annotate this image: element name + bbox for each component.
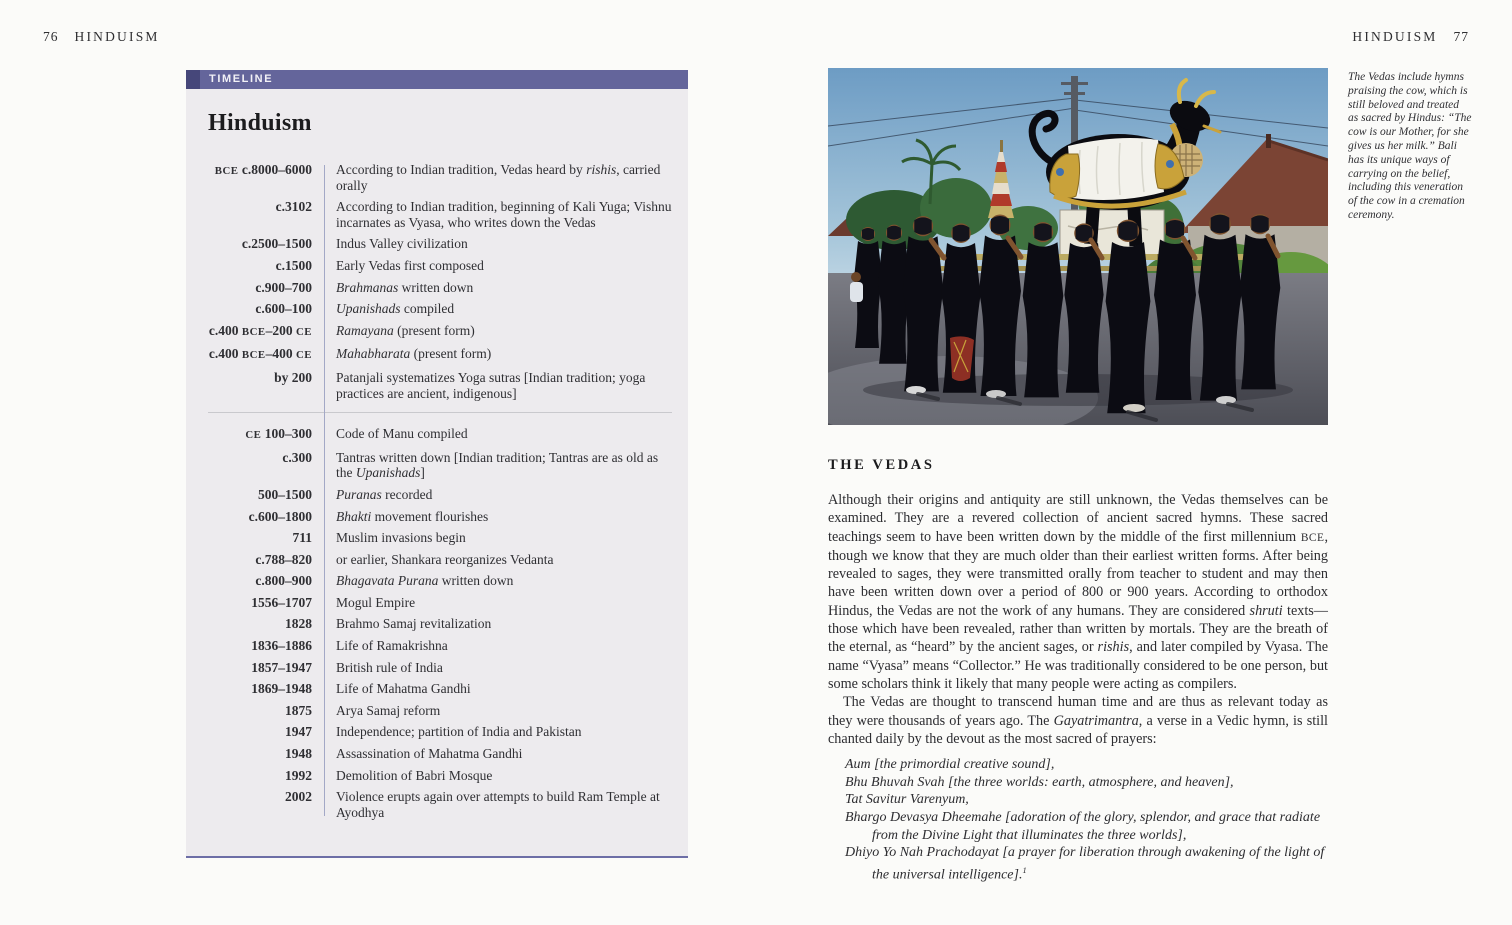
timeline-entry-description: Mahabharata (present form) <box>336 346 492 362</box>
timeline-entry <box>208 450 672 481</box>
timeline-entry <box>208 789 672 820</box>
timeline-entry <box>208 162 672 193</box>
verse-line: Bhu Bhuvah Svah [the three worlds: earth, atmosphere, and heaven], <box>845 774 1234 790</box>
left-page-number: 76 <box>43 29 59 44</box>
timeline-entry-date: c.400 BCE–200 CE <box>208 322 312 338</box>
left-running-head <box>43 29 160 45</box>
timeline-entry-date: c.600–100 <box>255 301 312 317</box>
timeline-box <box>186 70 688 858</box>
timeline-entry <box>208 573 672 589</box>
timeline-entry-date: 711 <box>292 530 312 546</box>
timeline-entry <box>208 595 672 611</box>
timeline-entry-date: 1992 <box>285 767 312 783</box>
timeline-entry <box>208 426 672 444</box>
right-running-head <box>1352 29 1469 45</box>
timeline-entry-date: c.400 BCE–400 CE <box>208 346 312 362</box>
timeline-entry-description: Upanishads compiled <box>336 301 455 317</box>
gayatri-mantra-verse <box>845 756 1328 884</box>
timeline-section-bce <box>208 162 672 401</box>
timeline-entry-description: Early Vedas first composed <box>336 257 484 273</box>
timeline-entry-description: Bhakti movement flourishes <box>336 508 489 524</box>
timeline-entry-date: c.900–700 <box>255 279 312 295</box>
timeline-entry-description: According to Indian tradition, Vedas heard by rishis, carried orally <box>336 162 661 193</box>
timeline-entry-description: According to Indian tradition, beginning of Kali Yuga; Vishnu incarnates as Vyasa, who writes down the Vedas <box>336 199 672 230</box>
timeline-entry-date: c.3102 <box>275 199 312 215</box>
timeline-entry-date: c.600–1800 <box>248 508 312 524</box>
verse-line: Dhiyo Yo Nah Prachodayat [a prayer for liberation through awakening of the light of the universal intelligence].$^1$ <box>845 845 1325 883</box>
timeline-entry-date: c.800–900 <box>255 573 312 589</box>
timeline-entry-date: 1869–1948 <box>251 681 312 697</box>
timeline-entry-description: Brahmanas written down <box>336 279 474 295</box>
left-running-head-title: HINDUISM <box>74 29 160 44</box>
article-paragraph-2: The Vedas are thought to transcend human time and are thus as relevant today as they were thousands of years ago. The Gayatrimantra, a verse in a Vedic hymn, is still chanted daily by the devout as the most sacred of prayers: <box>828 694 1328 747</box>
timeline-entry-description: Independence; partition of India and Pakistan <box>336 724 582 740</box>
right-running-head-title: HINDUISM <box>1352 29 1438 44</box>
timeline-entry <box>208 258 672 274</box>
photo-caption: The Vedas include hymns praising the cow, which is still beloved and treated as sacred by Hindus: “The cow is our Mother, for she gives us her milk.” Bali has its unique ways of carrying on the belief, including this veneration of the cow in a cremation ceremony. <box>1348 71 1472 221</box>
timeline-entry-date: c.1500 <box>275 257 312 273</box>
vedas-article <box>828 457 1328 884</box>
timeline-header-bar <box>186 70 688 89</box>
timeline-entry-description: Arya Samaj reform <box>336 702 441 718</box>
timeline-content <box>186 89 688 856</box>
timeline-vertical-rule <box>324 165 325 816</box>
timeline-entry-description: Brahmo Samaj revitalization <box>336 616 492 632</box>
timeline-entry-date: 1556–1707 <box>251 594 312 610</box>
timeline-entry <box>208 552 672 568</box>
timeline-entry <box>208 681 672 697</box>
article-heading: THE VEDAS <box>828 457 935 473</box>
timeline-entry <box>208 301 672 317</box>
timeline-entry <box>208 616 672 632</box>
timeline-entry-date: BCE c.8000–6000 <box>214 162 312 177</box>
timeline-entry-description: Code of Manu compiled <box>336 426 468 442</box>
timeline-entry-description: British rule of India <box>336 659 443 675</box>
timeline-entry-description: Life of Ramakrishna <box>336 638 448 654</box>
timeline-entry <box>208 638 672 654</box>
timeline-entry <box>208 323 672 341</box>
timeline-entry <box>208 236 672 252</box>
timeline-entry <box>208 370 672 401</box>
timeline-bar-cap <box>186 70 200 89</box>
timeline-entry-date: 1828 <box>285 616 312 632</box>
timeline-entry-description: Tantras written down [Indian tradition; Tantras are as old as the Upanishads] <box>336 449 659 481</box>
timeline-entry-date: c.2500–1500 <box>241 236 312 252</box>
timeline-label: TIMELINE <box>209 73 274 85</box>
cremation-ceremony-photo <box>828 68 1328 425</box>
timeline-entry-date: 1875 <box>285 702 312 718</box>
verse-line: Tat Savitur Varenyum, <box>845 792 969 808</box>
timeline-entry <box>208 509 672 525</box>
timeline-entry-description: Indus Valley civilization <box>336 236 468 252</box>
timeline-entry-date: c.788–820 <box>255 551 312 567</box>
verse-line: Bhargo Devasya Dheemahe [adoration of the glory, splendor, and grace that radiate from the Divine Light that illuminates the three worlds], <box>845 809 1321 843</box>
timeline-entry-date: by 200 <box>274 369 312 385</box>
timeline-entry <box>208 746 672 762</box>
timeline-section-divider <box>208 412 672 413</box>
timeline-entry <box>208 487 672 503</box>
timeline-entry-date: CE 100–300 <box>245 426 312 442</box>
timeline-entry <box>208 199 672 230</box>
timeline-entry-description: Puranas recorded <box>336 486 433 502</box>
timeline-entry-date: 500–1500 <box>258 486 312 502</box>
timeline-entries <box>208 162 672 820</box>
timeline-entry <box>208 280 672 296</box>
timeline-entry-description: Demolition of Babri Mosque <box>336 767 493 783</box>
timeline-entry <box>208 530 672 546</box>
timeline-entry <box>208 768 672 784</box>
timeline-entry-date: 1947 <box>285 724 312 740</box>
right-page-number: 77 <box>1453 29 1469 44</box>
verse-line: Aum [the primordial creative sound], <box>845 757 1055 773</box>
timeline-entry-description: Mogul Empire <box>336 594 416 610</box>
timeline-entry-description: Ramayana (present form) <box>336 322 475 338</box>
timeline-entry-description: Muslim invasions begin <box>336 530 466 546</box>
timeline-entry-date: 2002 <box>285 789 312 805</box>
timeline-entry-date: c.300 <box>282 449 312 465</box>
timeline-entry <box>208 346 672 364</box>
timeline-entry-description: or earlier, Shankara reorganizes Vedanta <box>336 551 554 567</box>
cremation-ceremony-illustration <box>828 68 1328 425</box>
article-paragraph-1: Although their origins and antiquity are still unknown, the Vedas themselves can be examined. They are a revered collection of ancient sacred hymns. These sacred teachings seem to have been written down by the middle of the first millennium BCE, though we know that they are much older than their earliest written forms. After being revealed to sages, they were transmitted orally from teacher to student and may then have been written down over a period of 800 or 900 years. According to orthodox Hindus, the Vedas are not the work of any humans. They are considered shruti texts—those which have been revealed, rather than written by mortals. They are the breath of the eternal, as “heard” by the ancient sages, or rishis, and later compiled by Vyasa. The name “Vyasa” means “Collector.” He was traditionally considered to be one person, but some scholars think it likely that many people were acting as compilers. <box>828 492 1328 692</box>
timeline-entry-description: Assassination of Mahatma Gandhi <box>336 746 523 762</box>
timeline-entry-date: 1836–1886 <box>251 638 312 654</box>
timeline-entry-description: Patanjali systematizes Yoga sutras [Indian tradition; yoga practices are ancient, indigenous] <box>336 369 646 401</box>
timeline-entry-date: 1857–1947 <box>251 659 312 675</box>
timeline-entry-description: Bhagavata Purana written down <box>336 573 514 589</box>
timeline-entry-description: Life of Mahatma Gandhi <box>336 681 471 697</box>
timeline-entry-description: Violence erupts again over attempts to build Ram Temple at Ayodhya <box>336 789 660 820</box>
timeline-entry <box>208 660 672 676</box>
timeline-entry-date: 1948 <box>285 746 312 762</box>
timeline-entry <box>208 724 672 740</box>
timeline-title: Hinduism <box>208 110 312 136</box>
timeline-entry <box>208 703 672 719</box>
timeline-section-ce <box>208 426 672 820</box>
